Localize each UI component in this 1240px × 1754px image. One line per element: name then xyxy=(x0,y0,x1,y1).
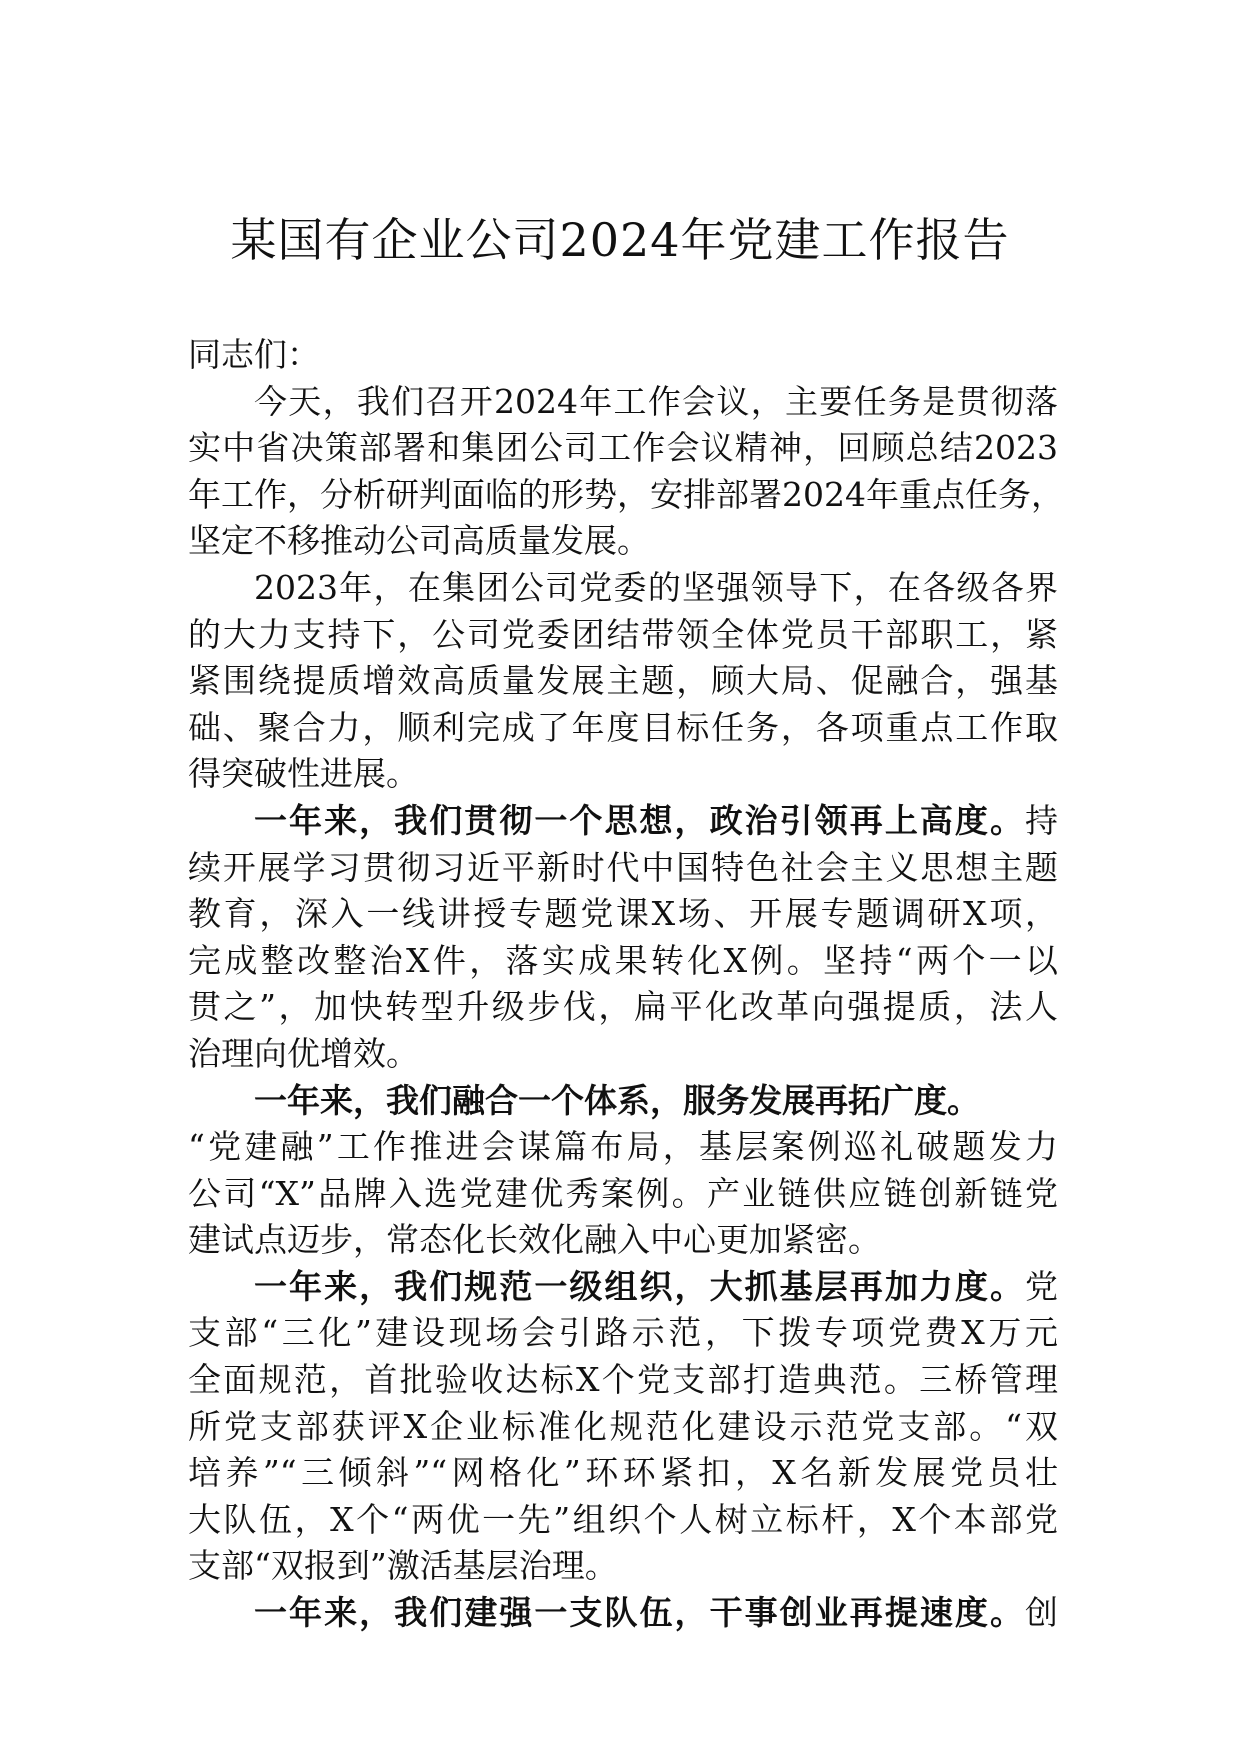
paragraph-line: 公司“X”品牌入选党建优秀案例。产业链供应链创新链党 xyxy=(188,1173,1058,1213)
paragraph-line: 治理向优增效。 xyxy=(188,1033,419,1073)
paragraph-line: 础、聚合力，顺利完成了年度目标任务，各项重点工作取 xyxy=(188,707,1058,747)
paragraph-line: 建试点迈步，常态化长效化融入中心更加紧密。 xyxy=(188,1220,881,1260)
paragraph-line: 完成整改整治X件，落实成果转化X例。坚持“两个一以 xyxy=(188,940,1058,980)
paragraph-line: 续开展学习贯彻习近平新时代中国特色社会主义思想主题 xyxy=(188,847,1058,887)
paragraph-line: 大队伍，X个“两优一先”组织个人树立标杆，X个本部党 xyxy=(188,1499,1058,1539)
paragraph-line: 得突破性进展。 xyxy=(188,754,419,794)
paragraph-line: 实中省决策部署和集团公司工作会议精神，回顾总结2023 xyxy=(188,428,1058,468)
paragraph-line: 紧围绕提质增效高质量发展主题，顾大局、促融合，强基 xyxy=(188,661,1058,701)
paragraph-line: 支部“双报到”激活基层治理。 xyxy=(188,1546,618,1586)
paragraph-line: 2023年，在集团公司党委的坚强领导下，在各级各界 xyxy=(254,567,1058,607)
paragraph-text: 创 xyxy=(1025,1593,1058,1633)
salutation: 同志们： xyxy=(188,335,320,374)
paragraph-line: 坚定不移推动公司高质量发展。 xyxy=(188,521,650,561)
section-heading: 一年来，我们规范一级组织，大抓基层再加力度。 xyxy=(254,1266,1025,1306)
paragraph-line xyxy=(188,1264,1058,1311)
paragraph-line: 贯之”，加快转型升级步伐，扁平化改革向强提质，法人 xyxy=(188,987,1058,1027)
paragraph-line: “党建融”工作推进会谋篇布局，基层案例巡礼破题发力 xyxy=(188,1127,1058,1167)
paragraph-line xyxy=(188,1078,1058,1125)
paragraph-line: 全面规范，首批验收达标X个党支部打造典范。三桥管理 xyxy=(188,1360,1058,1400)
document-title: 某国有企业公司2024年党建工作报告 xyxy=(230,213,1010,267)
paragraph-line xyxy=(188,1590,1058,1637)
document-body xyxy=(188,332,1064,1637)
section-heading: 一年来，我们贯彻一个思想，政治引领再上高度。 xyxy=(254,800,1025,840)
paragraph-line: 支部“三化”建设现场会引路示范，下拨专项党费X万元 xyxy=(188,1313,1058,1353)
paragraph-line: 年工作，分析研判面临的形势，安排部署2024年重点任务， xyxy=(188,474,1064,514)
paragraph-line: 培养”“三倾斜”“网格化”环环紧扣，X名新发展党员壮 xyxy=(188,1453,1058,1493)
paragraph-line: 今天，我们召开2024年工作会议，主要任务是贯彻落 xyxy=(254,381,1058,421)
paragraph-line: 教育，深入一线讲授专题党课X场、开展专题调研X项， xyxy=(188,894,1058,934)
paragraph-line xyxy=(188,798,1058,845)
section-heading: 一年来，我们建强一支队伍，干事创业再提速度。 xyxy=(254,1593,1025,1633)
paragraph-line: 的大力支持下，公司党委团结带领全体党员干部职工，紧 xyxy=(188,614,1058,654)
paragraph-line: 所党支部获评X企业标准化规范化建设示范党支部。“双 xyxy=(188,1406,1058,1446)
section-heading: 一年来，我们融合一个体系，服务发展再拓广度。 xyxy=(254,1080,980,1120)
paragraph-text: 党 xyxy=(1025,1266,1058,1306)
paragraph-text: 持 xyxy=(1025,800,1058,840)
